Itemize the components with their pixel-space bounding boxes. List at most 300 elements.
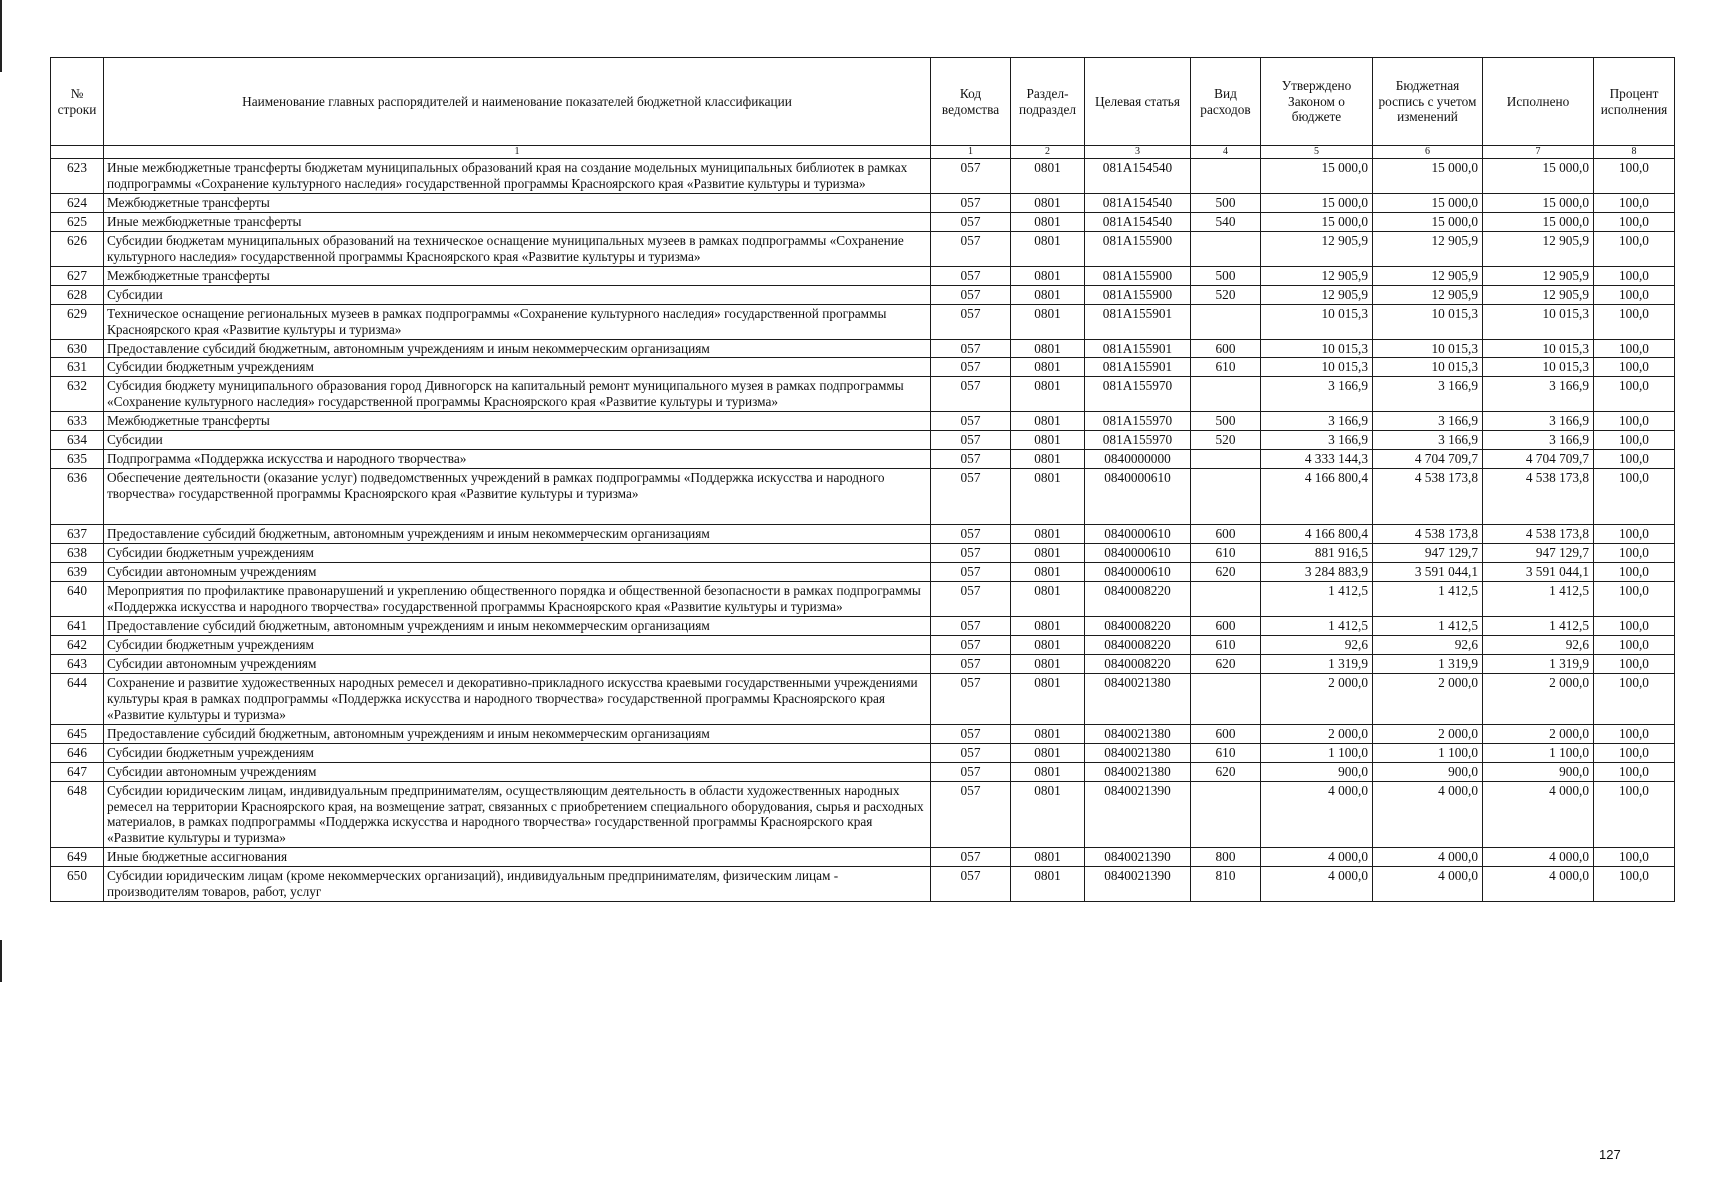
row-name: Межбюджетные трансферты bbox=[104, 266, 931, 285]
approved-amount: 3 166,9 bbox=[1261, 377, 1373, 412]
row-name: Субсидии юридическим лицам, индивидуальным предпринимателям, осуществляющим деятельность в области художественных народных ремесел на территории Красноярского края, на возмещение затрат, связанных с приобретением специального оборудования, сырья и расходных материалов, в рамках подпрограммы «Поддержка искусства и народного творчества» государственной программы Красноярского края «Развитие культуры и туризма» bbox=[104, 781, 931, 848]
section-code: 0801 bbox=[1011, 159, 1085, 194]
percent-executed: 100,0 bbox=[1594, 285, 1675, 304]
section-code: 0801 bbox=[1011, 654, 1085, 673]
target-article: 081A154540 bbox=[1085, 212, 1191, 231]
dept-code: 057 bbox=[931, 304, 1011, 339]
expense-type bbox=[1191, 450, 1261, 469]
budget-amount: 900,0 bbox=[1373, 762, 1483, 781]
table-row bbox=[51, 231, 1675, 266]
section-code: 0801 bbox=[1011, 762, 1085, 781]
row-name: Субсидии бюджетным учреждениям bbox=[104, 635, 931, 654]
section-code: 0801 bbox=[1011, 339, 1085, 358]
row-name: Субсидии бюджетам муниципальных образований на техническое оснащение муниципальных музеев в рамках подпрограммы «Сохранение культурного наследия» государственной программы Красноярского края «Развитие культуры и туризма» bbox=[104, 231, 931, 266]
approved-amount: 15 000,0 bbox=[1261, 159, 1373, 194]
row-name: Межбюджетные трансферты bbox=[104, 412, 931, 431]
expense-type bbox=[1191, 304, 1261, 339]
section-code: 0801 bbox=[1011, 781, 1085, 848]
executed-amount: 12 905,9 bbox=[1483, 266, 1594, 285]
header-executed: Исполнено bbox=[1483, 58, 1594, 146]
dept-code: 057 bbox=[931, 635, 1011, 654]
row-name: Субсидии бюджетным учреждениям bbox=[104, 743, 931, 762]
row-number: 625 bbox=[51, 212, 104, 231]
header-row-no: № строки bbox=[51, 58, 104, 146]
approved-amount: 1 412,5 bbox=[1261, 616, 1373, 635]
row-number: 648 bbox=[51, 781, 104, 848]
dept-code: 057 bbox=[931, 450, 1011, 469]
header-target: Целевая статья bbox=[1085, 58, 1191, 146]
budget-amount: 12 905,9 bbox=[1373, 266, 1483, 285]
approved-amount: 4 000,0 bbox=[1261, 848, 1373, 867]
row-name: Иные бюджетные ассигнования bbox=[104, 848, 931, 867]
expense-type: 620 bbox=[1191, 654, 1261, 673]
target-article: 0840021380 bbox=[1085, 724, 1191, 743]
section-code: 0801 bbox=[1011, 285, 1085, 304]
budget-amount: 12 905,9 bbox=[1373, 285, 1483, 304]
approved-amount: 1 319,9 bbox=[1261, 654, 1373, 673]
executed-amount: 1 412,5 bbox=[1483, 616, 1594, 635]
section-code: 0801 bbox=[1011, 544, 1085, 563]
target-article: 0840021380 bbox=[1085, 673, 1191, 724]
row-number: 644 bbox=[51, 673, 104, 724]
section-code: 0801 bbox=[1011, 848, 1085, 867]
row-name: Мероприятия по профилактике правонарушений и укреплению общественного порядка и общественной безопасности в рамках подпрограммы «Поддержка искусства и народного творчества» государственной программы Красноярского края «Развитие культуры и туризма» bbox=[104, 582, 931, 617]
expense-type bbox=[1191, 582, 1261, 617]
approved-amount: 12 905,9 bbox=[1261, 266, 1373, 285]
budget-amount: 4 704 709,7 bbox=[1373, 450, 1483, 469]
budget-amount: 2 000,0 bbox=[1373, 724, 1483, 743]
target-article: 0840021390 bbox=[1085, 867, 1191, 902]
header-percent: Процент исполнения bbox=[1594, 58, 1675, 146]
expense-type bbox=[1191, 673, 1261, 724]
row-number: 628 bbox=[51, 285, 104, 304]
budget-amount: 15 000,0 bbox=[1373, 193, 1483, 212]
expense-type bbox=[1191, 781, 1261, 848]
row-name: Субсидия бюджету муниципального образования город Дивногорск на капитальный ремонт муниципального музея в рамках подпрограммы «Сохранение культурного наследия» государственной программы Красноярского края «Развитие культуры и туризма» bbox=[104, 377, 931, 412]
executed-amount: 15 000,0 bbox=[1483, 159, 1594, 194]
target-article: 0840008220 bbox=[1085, 582, 1191, 617]
budget-amount: 15 000,0 bbox=[1373, 212, 1483, 231]
dept-code: 057 bbox=[931, 377, 1011, 412]
row-number: 624 bbox=[51, 193, 104, 212]
executed-amount: 4 000,0 bbox=[1483, 781, 1594, 848]
expense-type: 600 bbox=[1191, 724, 1261, 743]
row-number: 626 bbox=[51, 231, 104, 266]
table-row bbox=[51, 563, 1675, 582]
executed-amount: 12 905,9 bbox=[1483, 285, 1594, 304]
percent-executed: 100,0 bbox=[1594, 358, 1675, 377]
row-number: 637 bbox=[51, 525, 104, 544]
target-article: 081A154540 bbox=[1085, 159, 1191, 194]
expense-type bbox=[1191, 159, 1261, 194]
table-row bbox=[51, 469, 1675, 525]
executed-amount: 1 412,5 bbox=[1483, 582, 1594, 617]
table-row bbox=[51, 743, 1675, 762]
budget-amount: 1 100,0 bbox=[1373, 743, 1483, 762]
table-row bbox=[51, 377, 1675, 412]
section-code: 0801 bbox=[1011, 525, 1085, 544]
percent-executed: 100,0 bbox=[1594, 304, 1675, 339]
row-name: Иные межбюджетные трансферты бюджетам муниципальных образований края на создание модельных муниципальных библиотек в рамках подпрограммы «Сохранение культурного наследия» государственной программы Красноярского края «Развитие культуры и туризма» bbox=[104, 159, 931, 194]
table-row bbox=[51, 635, 1675, 654]
dept-code: 057 bbox=[931, 193, 1011, 212]
row-number: 639 bbox=[51, 563, 104, 582]
row-number: 635 bbox=[51, 450, 104, 469]
budget-amount: 4 000,0 bbox=[1373, 867, 1483, 902]
dept-code: 057 bbox=[931, 762, 1011, 781]
row-name: Предоставление субсидий бюджетным, автономным учреждениям и иным некоммерческим организациям bbox=[104, 724, 931, 743]
row-name: Субсидии автономным учреждениям bbox=[104, 762, 931, 781]
executed-amount: 12 905,9 bbox=[1483, 231, 1594, 266]
target-article: 0840000610 bbox=[1085, 563, 1191, 582]
row-name: Субсидии автономным учреждениям bbox=[104, 563, 931, 582]
section-code: 0801 bbox=[1011, 867, 1085, 902]
row-number: 646 bbox=[51, 743, 104, 762]
approved-amount: 10 015,3 bbox=[1261, 358, 1373, 377]
executed-amount: 4 538 173,8 bbox=[1483, 525, 1594, 544]
target-article: 081A155900 bbox=[1085, 285, 1191, 304]
row-number: 633 bbox=[51, 412, 104, 431]
expense-type: 620 bbox=[1191, 563, 1261, 582]
budget-amount: 947 129,7 bbox=[1373, 544, 1483, 563]
executed-amount: 4 000,0 bbox=[1483, 867, 1594, 902]
target-article: 081A155901 bbox=[1085, 339, 1191, 358]
budget-amount: 15 000,0 bbox=[1373, 159, 1483, 194]
section-code: 0801 bbox=[1011, 231, 1085, 266]
dept-code: 057 bbox=[931, 673, 1011, 724]
percent-executed: 100,0 bbox=[1594, 450, 1675, 469]
row-number: 640 bbox=[51, 582, 104, 617]
target-article: 0840008220 bbox=[1085, 654, 1191, 673]
header-dept-code: Код ведомства bbox=[931, 58, 1011, 146]
executed-amount: 3 166,9 bbox=[1483, 431, 1594, 450]
section-code: 0801 bbox=[1011, 193, 1085, 212]
column-number bbox=[51, 146, 104, 159]
target-article: 081A155901 bbox=[1085, 304, 1191, 339]
executed-amount: 1 319,9 bbox=[1483, 654, 1594, 673]
table-row bbox=[51, 193, 1675, 212]
row-number: 641 bbox=[51, 616, 104, 635]
dept-code: 057 bbox=[931, 724, 1011, 743]
section-code: 0801 bbox=[1011, 377, 1085, 412]
executed-amount: 15 000,0 bbox=[1483, 193, 1594, 212]
header-approved: Утверждено Законом о бюджете bbox=[1261, 58, 1373, 146]
target-article: 0840000610 bbox=[1085, 525, 1191, 544]
percent-executed: 100,0 bbox=[1594, 339, 1675, 358]
percent-executed: 100,0 bbox=[1594, 582, 1675, 617]
executed-amount: 4 704 709,7 bbox=[1483, 450, 1594, 469]
executed-amount: 2 000,0 bbox=[1483, 673, 1594, 724]
expense-type bbox=[1191, 469, 1261, 525]
target-article: 081A155901 bbox=[1085, 358, 1191, 377]
target-article: 081A155900 bbox=[1085, 231, 1191, 266]
column-number: 7 bbox=[1483, 146, 1594, 159]
approved-amount: 3 166,9 bbox=[1261, 412, 1373, 431]
target-article: 0840021380 bbox=[1085, 743, 1191, 762]
row-name: Обеспечение деятельности (оказание услуг) подведомственных учреждений в рамках подпрограммы «Поддержка искусства и народного творчества» государственной программы Красноярского края «Развитие культуры и туризма» bbox=[104, 469, 931, 525]
expense-type: 620 bbox=[1191, 762, 1261, 781]
percent-executed: 100,0 bbox=[1594, 193, 1675, 212]
approved-amount: 4 166 800,4 bbox=[1261, 525, 1373, 544]
executed-amount: 92,6 bbox=[1483, 635, 1594, 654]
dept-code: 057 bbox=[931, 743, 1011, 762]
budget-amount: 10 015,3 bbox=[1373, 339, 1483, 358]
target-article: 081A155970 bbox=[1085, 431, 1191, 450]
section-code: 0801 bbox=[1011, 469, 1085, 525]
target-article: 081A154540 bbox=[1085, 193, 1191, 212]
row-number: 642 bbox=[51, 635, 104, 654]
table-row bbox=[51, 266, 1675, 285]
row-number: 645 bbox=[51, 724, 104, 743]
percent-executed: 100,0 bbox=[1594, 762, 1675, 781]
section-code: 0801 bbox=[1011, 582, 1085, 617]
section-code: 0801 bbox=[1011, 616, 1085, 635]
table-row bbox=[51, 450, 1675, 469]
row-name: Подпрограмма «Поддержка искусства и народного творчества» bbox=[104, 450, 931, 469]
row-name: Сохранение и развитие художественных народных ремесел и декоративно-прикладного искусства краевыми государственными учреждениями культуры края в рамках подпрограммы «Поддержка искусства и народного творчества» государственной программы Красноярского края «Развитие культуры и туризма» bbox=[104, 673, 931, 724]
percent-executed: 100,0 bbox=[1594, 469, 1675, 525]
expense-type: 520 bbox=[1191, 431, 1261, 450]
percent-executed: 100,0 bbox=[1594, 563, 1675, 582]
executed-amount: 10 015,3 bbox=[1483, 339, 1594, 358]
table-row bbox=[51, 339, 1675, 358]
expense-type: 810 bbox=[1191, 867, 1261, 902]
row-name: Субсидии юридическим лицам (кроме некоммерческих организаций), индивидуальным предпринимателям, физическим лицам - производителям товаров, работ, услуг bbox=[104, 867, 931, 902]
table-row bbox=[51, 358, 1675, 377]
dept-code: 057 bbox=[931, 212, 1011, 231]
percent-executed: 100,0 bbox=[1594, 159, 1675, 194]
target-article: 0840008220 bbox=[1085, 635, 1191, 654]
target-article: 081A155900 bbox=[1085, 266, 1191, 285]
row-number: 636 bbox=[51, 469, 104, 525]
dept-code: 057 bbox=[931, 159, 1011, 194]
budget-amount: 4 000,0 bbox=[1373, 848, 1483, 867]
column-number: 2 bbox=[1011, 146, 1085, 159]
budget-amount: 4 000,0 bbox=[1373, 781, 1483, 848]
row-number: 643 bbox=[51, 654, 104, 673]
approved-amount: 3 166,9 bbox=[1261, 431, 1373, 450]
row-name: Субсидии bbox=[104, 285, 931, 304]
page-number: 127 bbox=[1599, 1147, 1621, 1162]
approved-amount: 2 000,0 bbox=[1261, 724, 1373, 743]
row-number: 632 bbox=[51, 377, 104, 412]
section-code: 0801 bbox=[1011, 212, 1085, 231]
row-number: 638 bbox=[51, 544, 104, 563]
section-code: 0801 bbox=[1011, 724, 1085, 743]
budget-amount: 3 166,9 bbox=[1373, 377, 1483, 412]
row-number: 647 bbox=[51, 762, 104, 781]
percent-executed: 100,0 bbox=[1594, 212, 1675, 231]
executed-amount: 3 166,9 bbox=[1483, 412, 1594, 431]
section-code: 0801 bbox=[1011, 358, 1085, 377]
dept-code: 057 bbox=[931, 582, 1011, 617]
header-section: Раздел-подраздел bbox=[1011, 58, 1085, 146]
budget-amount: 10 015,3 bbox=[1373, 358, 1483, 377]
section-code: 0801 bbox=[1011, 673, 1085, 724]
expense-type: 500 bbox=[1191, 193, 1261, 212]
column-number: 5 bbox=[1261, 146, 1373, 159]
expense-type bbox=[1191, 231, 1261, 266]
row-number: 629 bbox=[51, 304, 104, 339]
dept-code: 057 bbox=[931, 654, 1011, 673]
row-number: 630 bbox=[51, 339, 104, 358]
expense-type: 600 bbox=[1191, 616, 1261, 635]
section-code: 0801 bbox=[1011, 304, 1085, 339]
header-budget-list: Бюджетная роспись с учетом изменений bbox=[1373, 58, 1483, 146]
dept-code: 057 bbox=[931, 781, 1011, 848]
approved-amount: 10 015,3 bbox=[1261, 304, 1373, 339]
row-name: Предоставление субсидий бюджетным, автономным учреждениям и иным некоммерческим организациям bbox=[104, 525, 931, 544]
target-article: 0840021390 bbox=[1085, 848, 1191, 867]
dept-code: 057 bbox=[931, 525, 1011, 544]
table-header bbox=[51, 58, 1675, 159]
percent-executed: 100,0 bbox=[1594, 377, 1675, 412]
approved-amount: 15 000,0 bbox=[1261, 212, 1373, 231]
row-name: Субсидии автономным учреждениям bbox=[104, 654, 931, 673]
dept-code: 057 bbox=[931, 339, 1011, 358]
expense-type bbox=[1191, 377, 1261, 412]
expense-type: 610 bbox=[1191, 635, 1261, 654]
target-article: 0840021380 bbox=[1085, 762, 1191, 781]
dept-code: 057 bbox=[931, 231, 1011, 266]
dept-code: 057 bbox=[931, 544, 1011, 563]
column-number: 6 bbox=[1373, 146, 1483, 159]
percent-executed: 100,0 bbox=[1594, 654, 1675, 673]
column-number: 1 bbox=[931, 146, 1011, 159]
section-code: 0801 bbox=[1011, 743, 1085, 762]
budget-table bbox=[50, 57, 1675, 902]
section-code: 0801 bbox=[1011, 266, 1085, 285]
target-article: 0840000000 bbox=[1085, 450, 1191, 469]
approved-amount: 4 166 800,4 bbox=[1261, 469, 1373, 525]
row-name: Техническое оснащение региональных музеев в рамках подпрограммы «Сохранение культурного наследия» государственной программы Красноярского края «Развитие культуры и туризма» bbox=[104, 304, 931, 339]
header-name: Наименование главных распорядителей и наименование показателей бюджетной классификации bbox=[104, 58, 931, 146]
budget-amount: 3 166,9 bbox=[1373, 412, 1483, 431]
section-code: 0801 bbox=[1011, 450, 1085, 469]
percent-executed: 100,0 bbox=[1594, 431, 1675, 450]
left-edge-mark-top bbox=[0, 0, 2, 72]
approved-amount: 1 412,5 bbox=[1261, 582, 1373, 617]
section-code: 0801 bbox=[1011, 431, 1085, 450]
approved-amount: 12 905,9 bbox=[1261, 285, 1373, 304]
table-row bbox=[51, 285, 1675, 304]
percent-executed: 100,0 bbox=[1594, 848, 1675, 867]
approved-amount: 4 333 144,3 bbox=[1261, 450, 1373, 469]
approved-amount: 12 905,9 bbox=[1261, 231, 1373, 266]
approved-amount: 4 000,0 bbox=[1261, 867, 1373, 902]
budget-amount: 12 905,9 bbox=[1373, 231, 1483, 266]
target-article: 0840000610 bbox=[1085, 544, 1191, 563]
table-row bbox=[51, 848, 1675, 867]
section-code: 0801 bbox=[1011, 563, 1085, 582]
percent-executed: 100,0 bbox=[1594, 635, 1675, 654]
row-number: 623 bbox=[51, 159, 104, 194]
table-row bbox=[51, 431, 1675, 450]
dept-code: 057 bbox=[931, 848, 1011, 867]
table-row bbox=[51, 762, 1675, 781]
row-number: 650 bbox=[51, 867, 104, 902]
executed-amount: 15 000,0 bbox=[1483, 212, 1594, 231]
approved-amount: 881 916,5 bbox=[1261, 544, 1373, 563]
budget-amount: 4 538 173,8 bbox=[1373, 525, 1483, 544]
budget-amount: 1 412,5 bbox=[1373, 616, 1483, 635]
percent-executed: 100,0 bbox=[1594, 544, 1675, 563]
approved-amount: 2 000,0 bbox=[1261, 673, 1373, 724]
expense-type: 500 bbox=[1191, 266, 1261, 285]
table-row bbox=[51, 673, 1675, 724]
row-name: Субсидии бюджетным учреждениям bbox=[104, 544, 931, 563]
column-number: 3 bbox=[1085, 146, 1191, 159]
row-name: Межбюджетные трансферты bbox=[104, 193, 931, 212]
budget-amount: 1 319,9 bbox=[1373, 654, 1483, 673]
table-row bbox=[51, 867, 1675, 902]
table-row bbox=[51, 525, 1675, 544]
expense-type: 610 bbox=[1191, 743, 1261, 762]
table-body bbox=[51, 159, 1675, 902]
percent-executed: 100,0 bbox=[1594, 743, 1675, 762]
budget-amount: 10 015,3 bbox=[1373, 304, 1483, 339]
expense-type: 800 bbox=[1191, 848, 1261, 867]
budget-amount: 92,6 bbox=[1373, 635, 1483, 654]
executed-amount: 4 000,0 bbox=[1483, 848, 1594, 867]
approved-amount: 92,6 bbox=[1261, 635, 1373, 654]
executed-amount: 4 538 173,8 bbox=[1483, 469, 1594, 525]
executed-amount: 10 015,3 bbox=[1483, 358, 1594, 377]
executed-amount: 10 015,3 bbox=[1483, 304, 1594, 339]
dept-code: 057 bbox=[931, 616, 1011, 635]
approved-amount: 4 000,0 bbox=[1261, 781, 1373, 848]
target-article: 081A155970 bbox=[1085, 377, 1191, 412]
row-name: Субсидии bbox=[104, 431, 931, 450]
column-number: 4 bbox=[1191, 146, 1261, 159]
header-expense-type: Вид расходов bbox=[1191, 58, 1261, 146]
table-row bbox=[51, 582, 1675, 617]
row-number: 634 bbox=[51, 431, 104, 450]
expense-type: 600 bbox=[1191, 525, 1261, 544]
target-article: 0840000610 bbox=[1085, 469, 1191, 525]
executed-amount: 1 100,0 bbox=[1483, 743, 1594, 762]
dept-code: 057 bbox=[931, 266, 1011, 285]
approved-amount: 10 015,3 bbox=[1261, 339, 1373, 358]
column-number: 8 bbox=[1594, 146, 1675, 159]
target-article: 081A155970 bbox=[1085, 412, 1191, 431]
target-article: 0840021390 bbox=[1085, 781, 1191, 848]
dept-code: 057 bbox=[931, 431, 1011, 450]
expense-type: 610 bbox=[1191, 544, 1261, 563]
expense-type: 610 bbox=[1191, 358, 1261, 377]
budget-amount: 1 412,5 bbox=[1373, 582, 1483, 617]
approved-amount: 3 284 883,9 bbox=[1261, 563, 1373, 582]
percent-executed: 100,0 bbox=[1594, 673, 1675, 724]
budget-amount: 4 538 173,8 bbox=[1373, 469, 1483, 525]
percent-executed: 100,0 bbox=[1594, 781, 1675, 848]
executed-amount: 3 166,9 bbox=[1483, 377, 1594, 412]
table-row bbox=[51, 781, 1675, 848]
row-name: Субсидии бюджетным учреждениям bbox=[104, 358, 931, 377]
percent-executed: 100,0 bbox=[1594, 231, 1675, 266]
percent-executed: 100,0 bbox=[1594, 412, 1675, 431]
row-name: Иные межбюджетные трансферты bbox=[104, 212, 931, 231]
dept-code: 057 bbox=[931, 412, 1011, 431]
expense-type: 520 bbox=[1191, 285, 1261, 304]
expense-type: 540 bbox=[1191, 212, 1261, 231]
row-number: 627 bbox=[51, 266, 104, 285]
row-number: 649 bbox=[51, 848, 104, 867]
executed-amount: 2 000,0 bbox=[1483, 724, 1594, 743]
approved-amount: 15 000,0 bbox=[1261, 193, 1373, 212]
table-row bbox=[51, 616, 1675, 635]
percent-executed: 100,0 bbox=[1594, 266, 1675, 285]
